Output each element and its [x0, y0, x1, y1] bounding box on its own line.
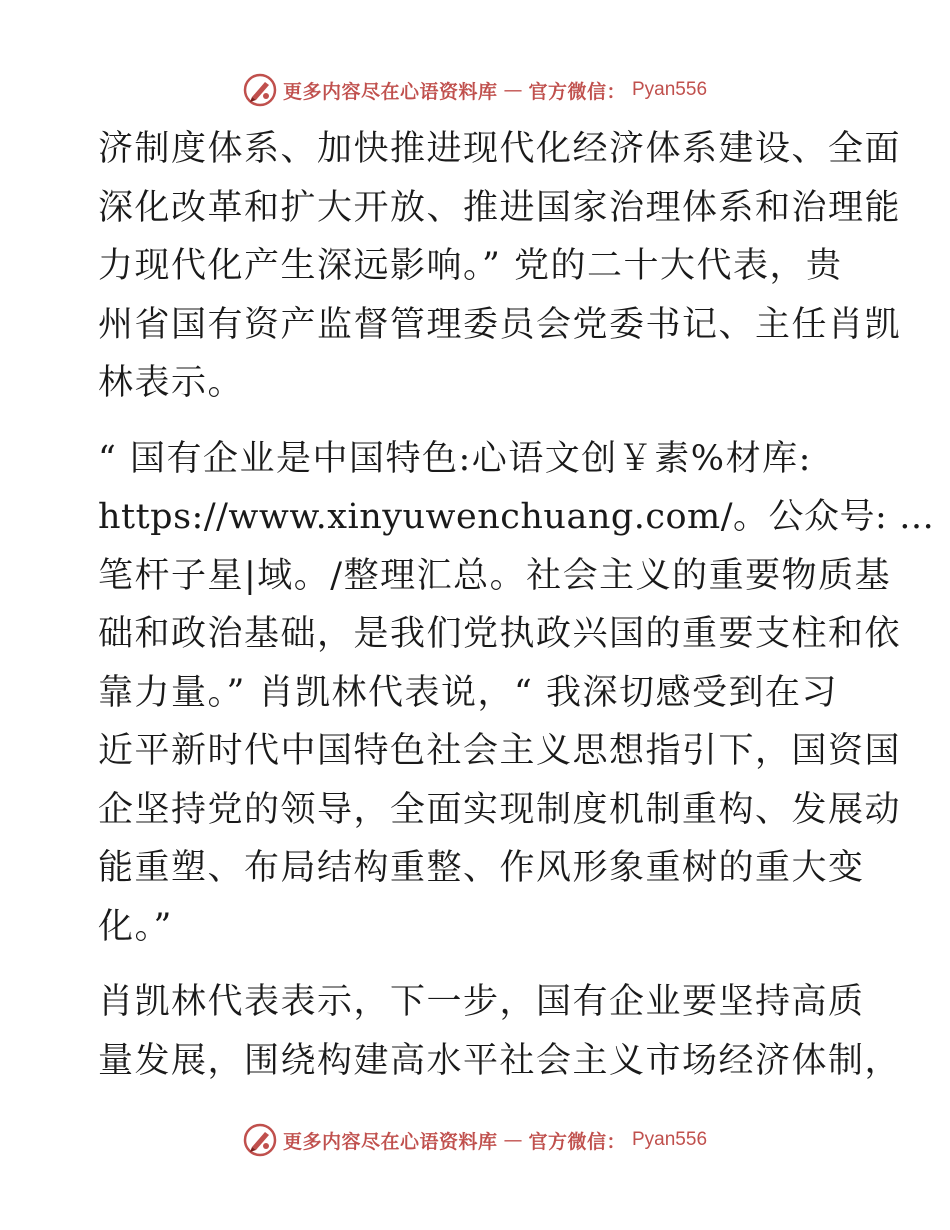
- text-line: 济制度体系、加快推进现代化经济体系建设、全面: [98, 129, 902, 169]
- text-line: 林表示。: [98, 363, 245, 403]
- banner-account: Pyan556: [632, 1129, 708, 1150]
- banner-text: 更多内容尽在心语资料库: [282, 80, 498, 103]
- banner-account: Pyan556: [632, 79, 708, 100]
- text-line: 企坚持党的领导，全面实现制度机制重构、发展动: [98, 789, 902, 830]
- text-line: 深化改革和扩大开放、推进国家治理体系和治理能: [98, 187, 902, 228]
- paragraph-3: [98, 973, 902, 1090]
- pen-seal-logo-icon: [243, 1123, 277, 1157]
- paragraph-gap: [98, 956, 858, 973]
- header-banner: [0, 70, 950, 110]
- text-line: 笔杆子星|域。/整理汇总。社会主义的重要物质基: [98, 555, 892, 596]
- paragraph-2: [98, 430, 935, 957]
- text-line: 近平新时代中国特色社会主义思想指引下，国资国: [98, 731, 902, 771]
- banner-separator: —: [503, 1129, 523, 1151]
- banner-account-label: 官方微信：: [528, 1130, 626, 1153]
- text-line: 化。”: [98, 906, 173, 947]
- paragraph-gap: [98, 413, 858, 430]
- document-body: [98, 120, 935, 1090]
- pen-seal-logo-icon: [243, 73, 277, 107]
- text-line: 能重塑、布局结构重整、作风形象重树的重大变: [98, 848, 865, 888]
- text-line: 量发展，围绕构建高水平社会主义市场经济体制，: [98, 1040, 902, 1081]
- text-line: “ 国有企业是中国特色:心语文创￥素%材库:: [98, 438, 812, 479]
- text-line: 力现代化产生深远影响。” 党的二十大代表，贵: [98, 246, 843, 286]
- text-line: 靠力量。” 肖凯林代表说，“ 我深切感受到在习: [98, 672, 839, 713]
- paragraph-1: [98, 120, 902, 413]
- text-line: 肖凯林代表表示，下一步，国有企业要坚持高质: [98, 982, 865, 1022]
- banner-account-label: 官方微信：: [528, 80, 626, 103]
- banner-separator: —: [503, 79, 523, 101]
- text-line-url: https://www.xinyuwenchuang.com/。公众号: …: [98, 497, 935, 537]
- banner-text: 更多内容尽在心语资料库: [282, 1130, 498, 1153]
- text-line: 础和政治基础，是我们党执政兴国的重要支柱和依: [98, 614, 902, 654]
- footer-banner: [0, 1120, 950, 1160]
- text-line: 州省国有资产监督管理委员会党委书记、主任肖凯: [98, 304, 902, 345]
